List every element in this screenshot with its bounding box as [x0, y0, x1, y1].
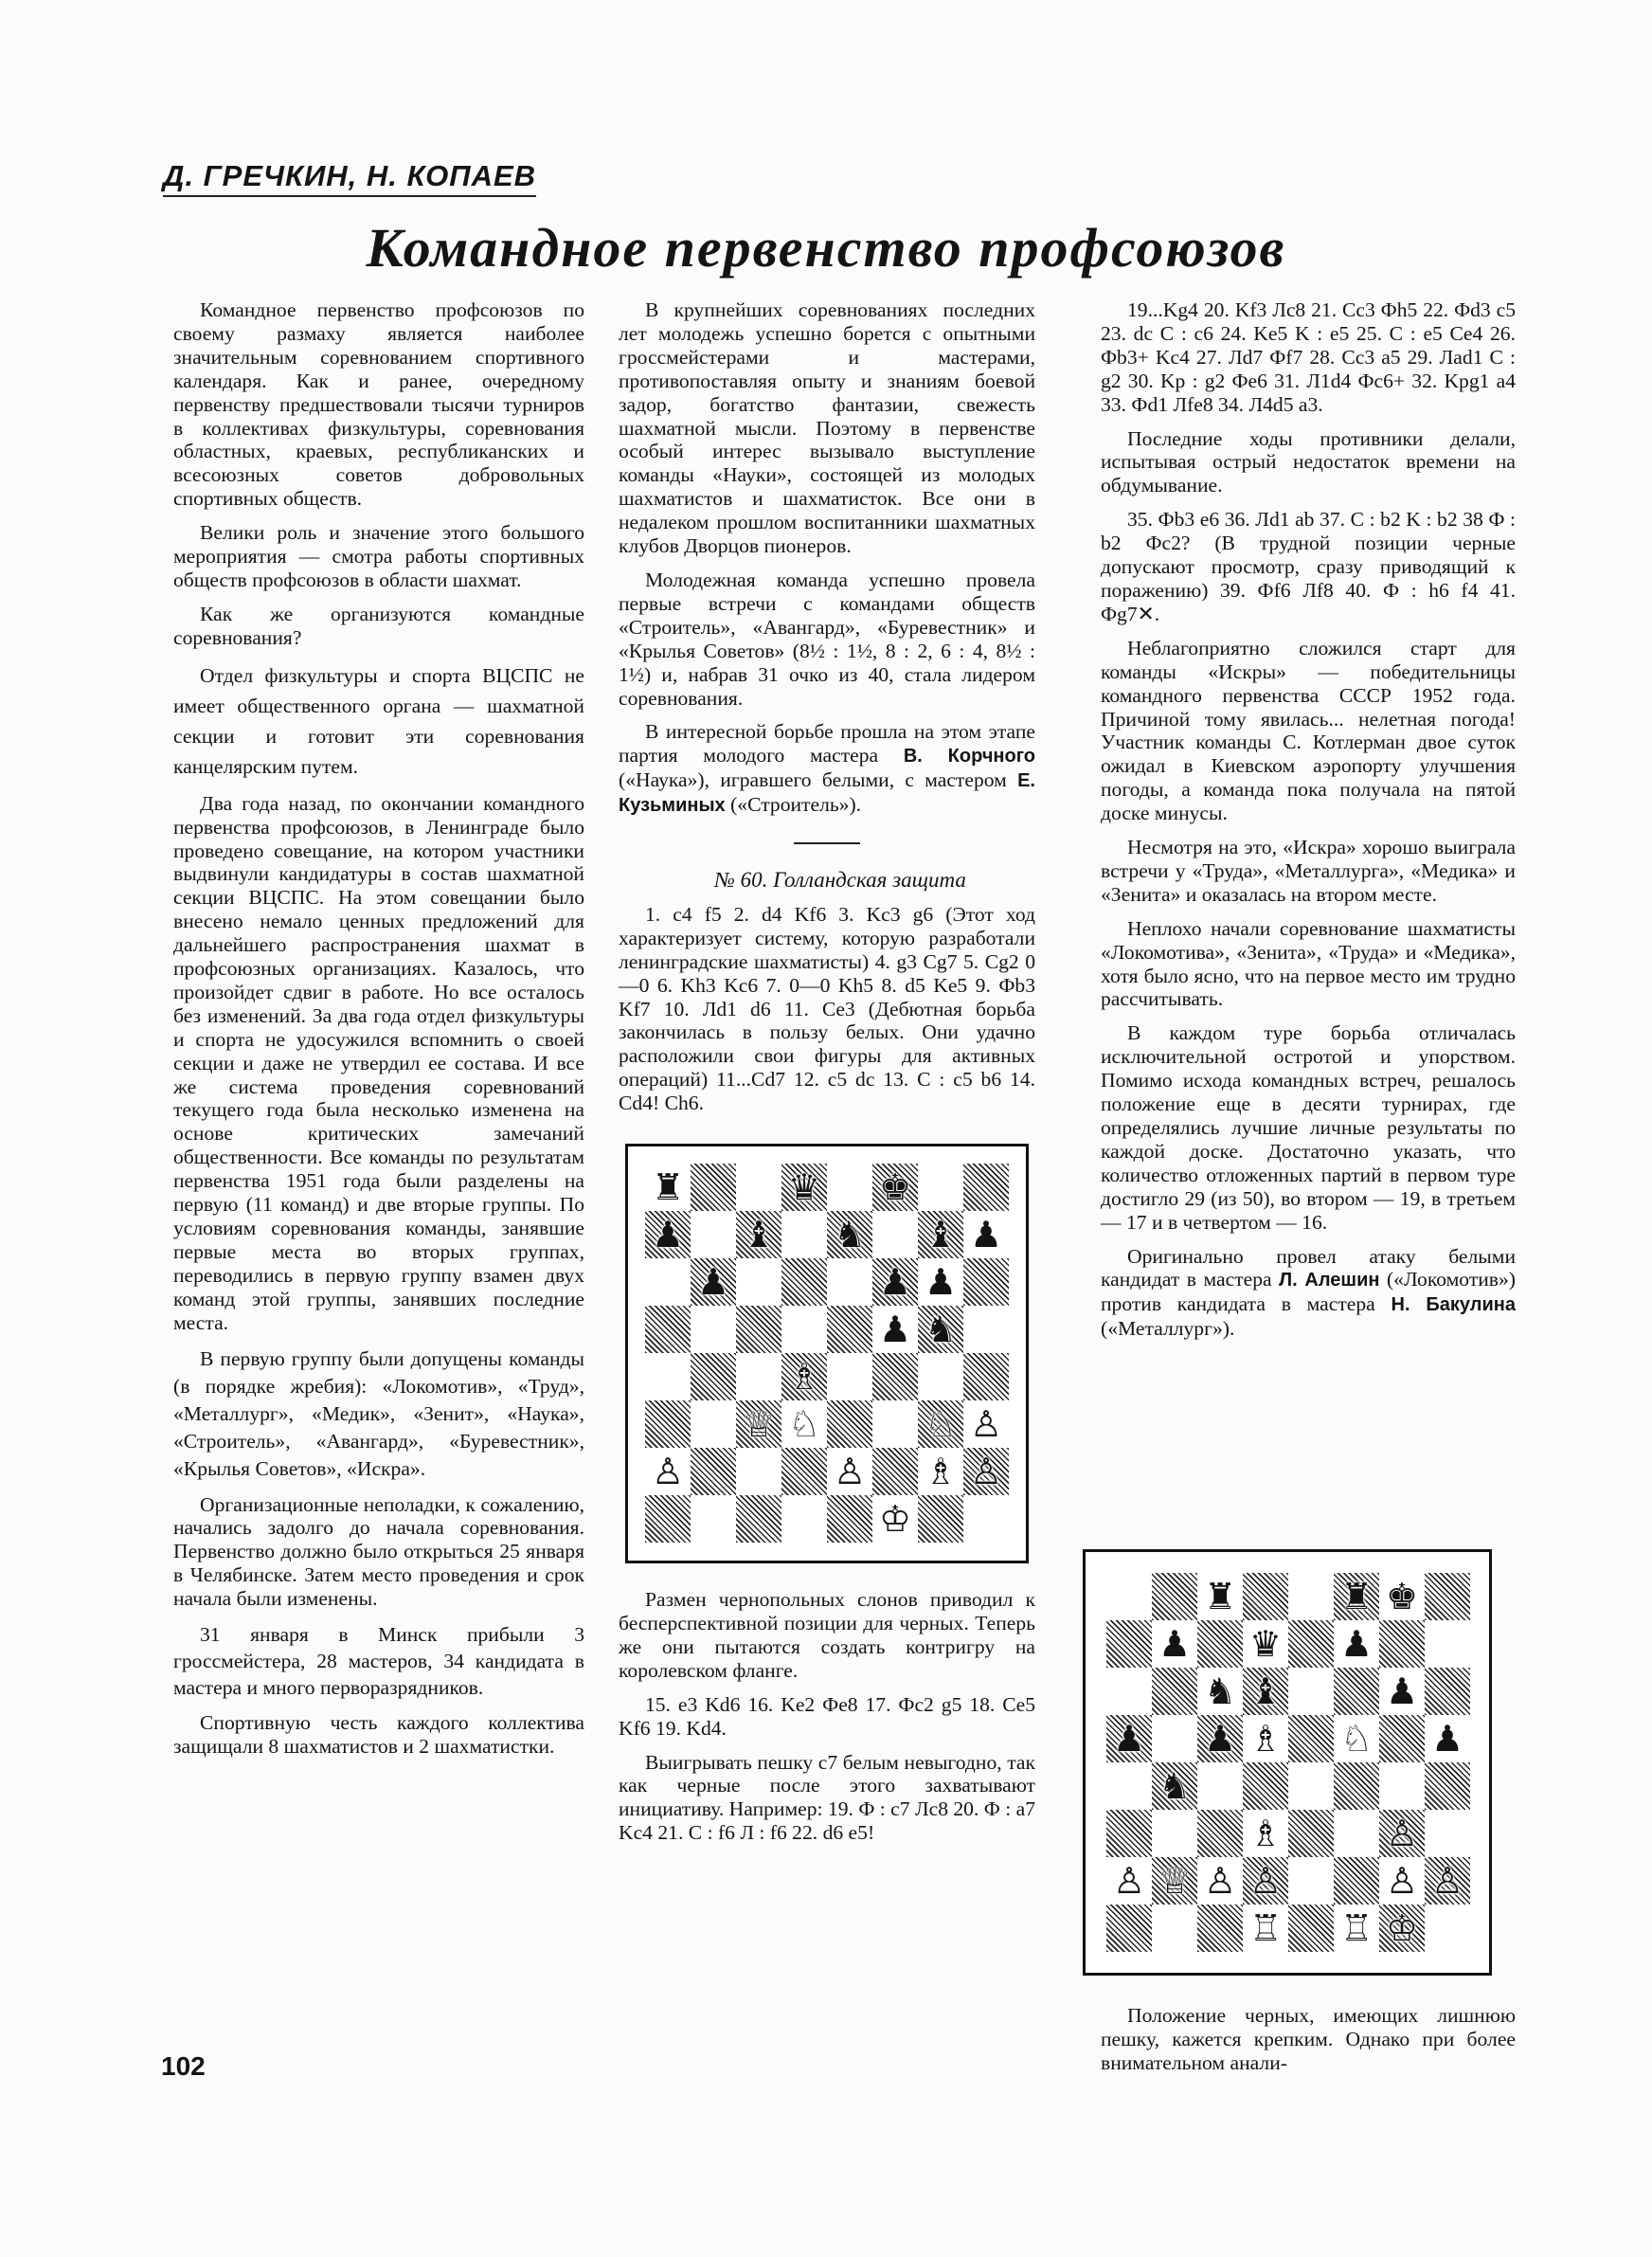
board-square [1334, 1573, 1379, 1620]
col3-paragraph: Положение черных, имеющих лишнюю пешку, кажется крепким. Однако при более внимательном анали- [1101, 2004, 1516, 2074]
board-square [1334, 1715, 1379, 1762]
col3-paragraph: Последние ходы противники делали, испытывая острый недостаток времени на обдумывание. [1101, 426, 1516, 497]
black-queen-icon: ♛ [787, 1166, 821, 1209]
board-square [1425, 1905, 1470, 1952]
text-run: («Строитель»). [725, 793, 862, 817]
player-name: Н. Бакулина [1391, 1294, 1516, 1316]
board-square [781, 1400, 827, 1448]
board-square [645, 1258, 691, 1306]
col2-paragraph: Выигрывать пешку c7 белым невыгодно, так как черные после этого захватывают инициативу. Например: 19. Ф : c7 Лc8 20. Ф : a7 Kc4 21. C : f6 Л : f6 22. d6 e5! [619, 1750, 1036, 1845]
board-square [1288, 1573, 1334, 1620]
player-name: В. Корчного [903, 746, 1036, 767]
white-rook-icon: ♖ [1248, 1907, 1283, 1949]
board-square [1152, 1905, 1197, 1952]
board-square [1288, 1905, 1334, 1952]
authors: Д. ГРЕЧКИН, Н. КОПАЕВ [163, 159, 536, 197]
board-square [1379, 1762, 1425, 1810]
board-square [918, 1164, 963, 1211]
white-pawn-icon: ♙ [1385, 1813, 1419, 1854]
col1-paragraph: В первую группу были допущены команды (в порядке жребия): «Локомотив», «Труд», «Металлург», «Медик», «Зенит», «Наука», «Строитель», «Авангард», «Буревестник», «Крылья Советов», «Искра». [173, 1346, 584, 1480]
black-pawn-icon: ♟ [878, 1261, 912, 1304]
col3-paragraph [1101, 1245, 1516, 1342]
board-square [1379, 1905, 1425, 1952]
board-square [1334, 1905, 1379, 1952]
black-pawn-icon: ♟ [1385, 1670, 1419, 1712]
board-square [781, 1448, 827, 1495]
board-square [963, 1306, 1009, 1353]
board-square [1197, 1715, 1243, 1762]
board-grid [645, 1164, 1009, 1543]
game-moves: 19...Kg4 20. Kf3 Лc8 21. Cc3 Фh5 22. Фd3 c5 23. dc C : c6 24. Ke5 K : e5 25. C : e5 Ce4 26. Фb3+ Kc4 27. Лd7 Фf7 28. Cc3 a5 29. Лad1 C : g2 30. Kp : g2 Фe6 31. Л1d4 Фc6+ 32. Kpg1 a4 33. Фd1 Лfe8 34. Л4d5 a3. [1101, 298, 1516, 416]
board-square [781, 1306, 827, 1353]
board-square [1197, 1668, 1243, 1715]
board-square [781, 1211, 827, 1258]
column-3 [1101, 298, 1516, 1351]
board-square [645, 1400, 691, 1448]
black-knight-icon: ♞ [924, 1309, 958, 1351]
col2-paragraph [619, 720, 1035, 818]
board-square [691, 1495, 736, 1543]
black-knight-icon: ♞ [1158, 1765, 1192, 1807]
white-pawn-icon: ♙ [969, 1403, 1003, 1446]
text-run: («Наука»), игравшего белыми, с мастером [619, 768, 1018, 792]
col1-paragraph: Как же организуются командные соревнования? [173, 602, 584, 649]
black-king-icon: ♚ [878, 1166, 912, 1209]
board-square [963, 1495, 1009, 1543]
white-rook-icon: ♖ [1339, 1907, 1374, 1949]
black-pawn-icon: ♟ [878, 1309, 912, 1351]
board-square [691, 1306, 736, 1353]
board-square [1152, 1668, 1197, 1715]
board-square [872, 1306, 918, 1353]
board-square [1152, 1573, 1197, 1620]
white-pawn-icon: ♙ [1248, 1860, 1283, 1902]
white-pawn-icon: ♙ [651, 1451, 685, 1493]
board-square [1288, 1620, 1334, 1668]
text-run: В интересной борьбе прошла на этом этапе партия молодого мастера [619, 720, 1035, 767]
board-square [1152, 1620, 1197, 1668]
white-pawn-icon: ♙ [969, 1451, 1003, 1493]
black-pawn-icon: ♟ [1158, 1623, 1192, 1665]
board-square [872, 1258, 918, 1306]
white-pawn-icon: ♙ [833, 1451, 867, 1493]
board-square [1243, 1810, 1288, 1857]
board-square [918, 1400, 963, 1448]
board-square [872, 1495, 918, 1543]
board-square [1288, 1668, 1334, 1715]
board-square [1288, 1857, 1334, 1905]
board-square [736, 1211, 781, 1258]
board-square [1425, 1857, 1470, 1905]
board-square [872, 1164, 918, 1211]
board-square [1106, 1762, 1152, 1810]
board-square [1197, 1905, 1243, 1952]
section-divider [794, 842, 860, 844]
white-queen-icon: ♕ [1158, 1860, 1192, 1902]
board-square [1106, 1715, 1152, 1762]
board-square [1152, 1762, 1197, 1810]
board-square [827, 1400, 872, 1448]
board-grid [1106, 1573, 1470, 1952]
col1-paragraph: Командное первенство профсоюзов по своему размаху является наиболее значительным соревнованием спортивного календаря. Как и ранее, очередному первенству предшествовали тысячи турниров в коллективах физкультуры, соревнования областных, краевых, республиканских и всесоюзных советов добровольных спортивных обществ. [173, 298, 584, 511]
text-run: («Металлург»). [1101, 1317, 1235, 1341]
player-name: Л. Алешин [1279, 1270, 1380, 1291]
board-square [872, 1400, 918, 1448]
board-square [1243, 1905, 1288, 1952]
board-square [963, 1258, 1009, 1306]
text-run: («Локомотив») против кандидата в мастера [1101, 1268, 1516, 1316]
black-pawn-icon: ♟ [1112, 1718, 1146, 1760]
black-rook-icon: ♜ [651, 1166, 685, 1209]
board-square [781, 1258, 827, 1306]
board-square [691, 1258, 736, 1306]
board-square [918, 1448, 963, 1495]
board-square [781, 1495, 827, 1543]
board-square [1243, 1620, 1288, 1668]
board-square [1152, 1810, 1197, 1857]
board-square [918, 1353, 963, 1400]
board-square [1197, 1762, 1243, 1810]
player-name: Е. Кузьминых [619, 770, 1035, 817]
col2-paragraph: В крупнейших соревнованиях последних лет молодежь успешно борется с опытными гроссмейстерами и мастерами, противопоставляя опыту и знаниям боевой задор, богатство фантазии, свежесть шахматной мысли. Поэтому в первенстве особый интерес вызывало выступление команды «Науки», состоящей из молодых шахматистов и шахматисток. Все они в недалеком прошлом воспитанники шахматных клубов Дворцов пионеров. [619, 298, 1035, 558]
board-square [781, 1164, 827, 1211]
board-square [1197, 1857, 1243, 1905]
white-knight-icon: ♘ [1339, 1718, 1374, 1760]
black-pawn-icon: ♟ [1430, 1718, 1464, 1760]
board-square [963, 1400, 1009, 1448]
board-square [691, 1211, 736, 1258]
board-square [1106, 1620, 1152, 1668]
board-square [645, 1353, 691, 1400]
black-pawn-icon: ♟ [969, 1214, 1003, 1256]
board-square [918, 1495, 963, 1543]
col1-paragraph: 31 января в Минск прибыли 3 гроссмейстера, 28 мастеров, 34 кандидата в мастера и много перворазрядников. [173, 1623, 584, 1700]
black-king-icon: ♚ [1385, 1576, 1419, 1617]
white-pawn-icon: ♙ [1203, 1860, 1237, 1902]
board-square [691, 1164, 736, 1211]
board-square [645, 1164, 691, 1211]
board-square [1106, 1810, 1152, 1857]
board-square [1106, 1573, 1152, 1620]
board-square [1243, 1857, 1288, 1905]
board-square [918, 1258, 963, 1306]
board-square [1425, 1573, 1470, 1620]
board-square [1334, 1857, 1379, 1905]
col3-paragraph: В каждом туре борьба отличалась исключительной остротой и упорством. Помимо исхода командных встреч, решалось положение еще в десяти турнирах, где определялись лучшие личные результаты по каждой доске. Достаточно указать, что количество отложенных партий в первом туре достигло 29 (из 50), во втором — 19, в третьем — 17 и в четвертом — 16. [1101, 1021, 1516, 1234]
col1-paragraph: Отдел физкультуры и спорта ВЦСПС не имеет общественного органа — шахматной секции и готовит эти соревнования канцелярским путем. [173, 663, 584, 778]
board-square [918, 1211, 963, 1258]
black-knight-icon: ♞ [1203, 1670, 1237, 1712]
board-square [963, 1164, 1009, 1211]
white-queen-icon: ♕ [742, 1403, 776, 1446]
board-square [1106, 1857, 1152, 1905]
board-square [827, 1353, 872, 1400]
board-square [827, 1164, 872, 1211]
white-pawn-icon: ♙ [1385, 1860, 1419, 1902]
white-king-icon: ♔ [878, 1498, 912, 1541]
board-square [691, 1353, 736, 1400]
game-moves: 35. Фb3 e6 36. Лd1 ab 37. C : b2 K : b2 38 Ф : b2 Фc2? (В трудной позиции черные допускают просмотр, сразу приводящий к поражению) 39. Фf6 Лf8 40. Ф : h6 f4 41. Фg7✕. [1101, 508, 1516, 625]
game-moves: 15. e3 Kd6 16. Ke2 Фe8 17. Фc2 g5 18. Ce5 Kf6 19. Kd4. [619, 1692, 1035, 1740]
white-pawn-icon: ♙ [1430, 1860, 1464, 1902]
col1-paragraph: Организационные неполадки, к сожалению, начались задолго до начала соревнования. Первенство должно было открыться 25 января в Челябинске. Затем место проведения и срок начала были изменены. [173, 1492, 584, 1611]
board-square [736, 1306, 781, 1353]
board-square [1334, 1810, 1379, 1857]
board-square [1197, 1573, 1243, 1620]
black-bishop-icon: ♝ [1248, 1670, 1283, 1712]
col3-paragraph: Несмотря на это, «Искра» хорошо выиграла встречи у «Труда», «Металлурга», «Медика» и «Зенита» и оказалась на втором месте. [1101, 836, 1516, 906]
board-square [1425, 1620, 1470, 1668]
board-square [1379, 1810, 1425, 1857]
board-square [1288, 1715, 1334, 1762]
board-square [872, 1353, 918, 1400]
board-square [827, 1495, 872, 1543]
board-square [1379, 1620, 1425, 1668]
white-knight-icon: ♘ [924, 1403, 958, 1446]
white-bishop-icon: ♗ [787, 1356, 821, 1399]
game-moves: 1. c4 f5 2. d4 Kf6 3. Kc3 g6 (Этот ход характеризует систему, которую разработали ленинградские шахматисты) 4. g3 Cg7 5. Cg2 0—0 6. Kh3 Kc6 7. 0—0 Kh5 8. d5 Ke5 9. Фb3 Kf7 10. Лd1 d6 11. Ce3 (Дебютная борьба закончилась в пользу белых. Они удачно расположили свои фигуры для активных операций) 11...Cd7 12. c5 dc 13. C : c5 b6 14. Cd4! Ch6. [619, 902, 1035, 1115]
board-square [736, 1353, 781, 1400]
board-square [1425, 1668, 1470, 1715]
black-pawn-icon: ♟ [1339, 1623, 1374, 1665]
board-square [827, 1211, 872, 1258]
board-square [1379, 1668, 1425, 1715]
board-square [736, 1448, 781, 1495]
board-square [1152, 1715, 1197, 1762]
board-square [645, 1211, 691, 1258]
board-square [691, 1400, 736, 1448]
board-square [963, 1211, 1009, 1258]
col1-paragraph: Два года назад, по окончании командного первенства профсоюзов, в Ленинграде было проведено совещание, на котором участники выдвинули кандидатуры в состав шахматной секции ВЦСПС. На этом совещании было внесено немало ценных предложений для дальнейшего распространения шахмат в профсоюзных организациях. Казалось, что произойдет сдвиг в работе. Но все осталось без изменений. За два года отдел физкультуры и спорта не удосужился вспомнить о своей секции и даже не утвердил ее состава. И все же система проведения соревнований текущего года была несколько изменена на основе критических замечаний общественности. Все команды по результатам первенства 1951 года были разделены на первую (11 команд) и две вторые группы. По условиям соревнования команды, занявшие первые места во вторых группах, переводились в первую группу взамен двух команд этой группы, занявших последние места. [173, 791, 584, 1334]
column-3-bottom [1101, 2004, 1516, 2075]
board-square [963, 1448, 1009, 1495]
board-square [1425, 1715, 1470, 1762]
board-square [781, 1353, 827, 1400]
board-square [1425, 1810, 1470, 1857]
board-square [1288, 1810, 1334, 1857]
board-square [1334, 1762, 1379, 1810]
board-square [827, 1448, 872, 1495]
black-rook-icon: ♜ [1339, 1576, 1374, 1617]
board-square [736, 1400, 781, 1448]
col3-paragraph: Неплохо начали соревнование шахматисты «Локомотива», «Зенита», «Труда» и «Медика», хотя было ясно, что на первое место им трудно рассчитывать. [1101, 916, 1516, 1011]
text-run: Оригинально провел атаку белыми кандидат в мастера [1101, 1244, 1516, 1291]
board-square [1197, 1620, 1243, 1668]
white-bishop-icon: ♗ [1248, 1718, 1283, 1760]
board-square [1425, 1762, 1470, 1810]
board-square [1243, 1573, 1288, 1620]
column-2 [619, 298, 1035, 1855]
white-pawn-icon: ♙ [1112, 1860, 1146, 1902]
chess-diagram-2 [1083, 1549, 1492, 1976]
board-square [918, 1306, 963, 1353]
page-number: 102 [161, 2051, 206, 2081]
white-king-icon: ♔ [1385, 1907, 1419, 1949]
black-knight-icon: ♞ [833, 1214, 867, 1256]
board-square [872, 1211, 918, 1258]
board-square [1197, 1810, 1243, 1857]
board-square [1288, 1762, 1334, 1810]
board-square [691, 1448, 736, 1495]
board-square [1379, 1573, 1425, 1620]
board-square [1334, 1668, 1379, 1715]
column-1 [173, 298, 584, 1769]
board-square [1379, 1857, 1425, 1905]
board-square [1334, 1620, 1379, 1668]
chess-diagram-1 [625, 1144, 1029, 1563]
black-queen-icon: ♛ [1248, 1623, 1283, 1665]
board-square [1243, 1762, 1288, 1810]
board-square [1243, 1715, 1288, 1762]
black-bishop-icon: ♝ [742, 1214, 776, 1256]
white-bishop-icon: ♗ [1248, 1813, 1283, 1854]
board-square [645, 1306, 691, 1353]
board-square [827, 1306, 872, 1353]
board-square [1106, 1905, 1152, 1952]
white-knight-icon: ♘ [787, 1403, 821, 1446]
black-bishop-icon: ♝ [924, 1214, 958, 1256]
col2-paragraph: Размен чернопольных слонов приводил к бесперспективной позиции для черных. Теперь же они пытаются создать контригру на королевском фланге. [619, 1588, 1035, 1682]
black-pawn-icon: ♟ [696, 1261, 730, 1304]
article-title: Командное первенство профсоюзов [366, 217, 1286, 279]
black-pawn-icon: ♟ [924, 1261, 958, 1304]
black-pawn-icon: ♟ [1203, 1718, 1237, 1760]
col1-paragraph: Спортивную честь каждого коллектива защищали 8 шахматистов и 2 шахматистки. [173, 1711, 584, 1758]
board-square [736, 1164, 781, 1211]
board-square [1243, 1668, 1288, 1715]
col2-paragraph: Молодежная команда успешно провела первые встречи с командами обществ «Строитель», «Авангард», «Буревестник» и «Крылья Советов» (8½ : 1½, 8 : 2, 6 : 4, 8½ : 1½) и, набрав 31 очко из 40, стала лидером соревнования. [619, 568, 1035, 710]
board-square [736, 1495, 781, 1543]
board-square [645, 1448, 691, 1495]
game-title: № 60. Голландская защита [714, 868, 966, 893]
board-square [872, 1448, 918, 1495]
white-bishop-icon: ♗ [924, 1451, 958, 1493]
board-square [736, 1258, 781, 1306]
black-pawn-icon: ♟ [651, 1214, 685, 1256]
board-square [645, 1495, 691, 1543]
board-square [1152, 1857, 1197, 1905]
board-square [1106, 1668, 1152, 1715]
col1-paragraph: Велики роль и значение этого большого мероприятия — смотра работы спортивных обществ профсоюзов в области шахмат. [173, 521, 584, 591]
black-rook-icon: ♜ [1203, 1576, 1237, 1617]
board-square [827, 1258, 872, 1306]
col3-paragraph: Неблагоприятно сложился старт для команды «Искры» — победительницы командного первенства СССР 1952 года. Причиной тому явилась... нелетная погода! Участник команды С. Котлерман двое суток ожидал в Киевском аэропорту улучшения погоды, а команда пока получала на пятой доске минусы. [1101, 636, 1516, 825]
board-square [963, 1353, 1009, 1400]
board-square [1379, 1715, 1425, 1762]
